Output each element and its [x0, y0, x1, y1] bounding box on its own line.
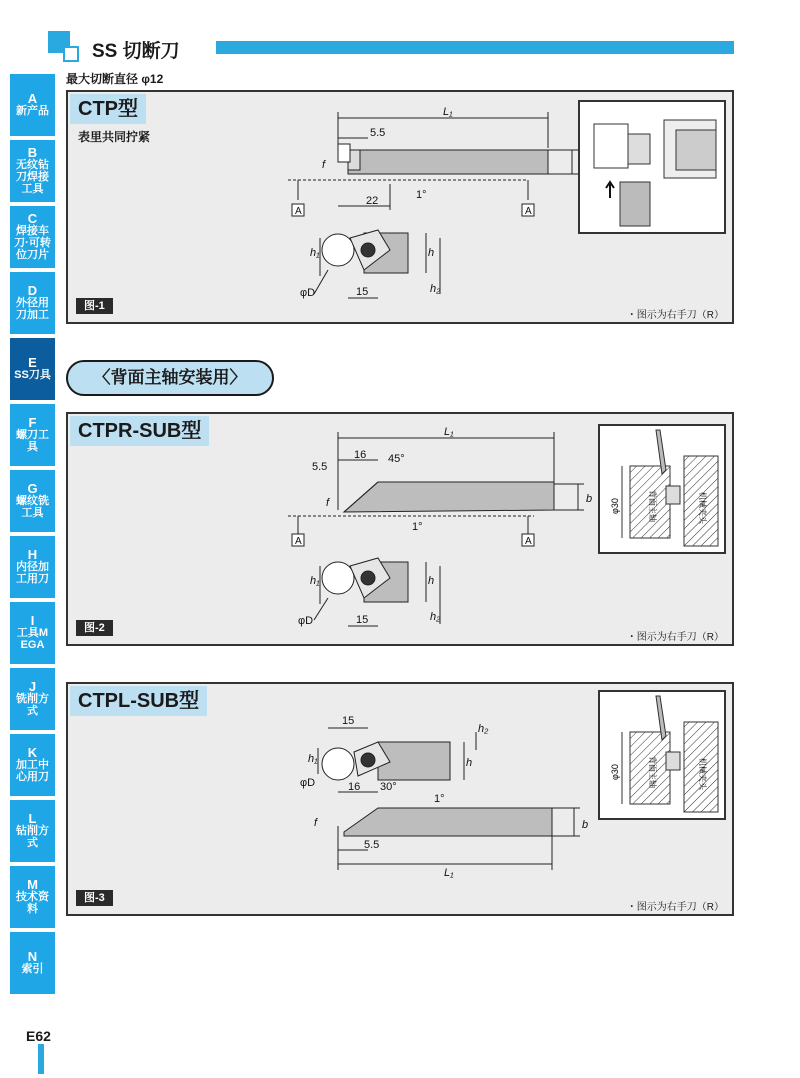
tab-letter: H — [27, 547, 38, 562]
tab-letter: C — [27, 211, 38, 226]
dim-l1: L₁ — [443, 106, 453, 118]
inset-label-2: 机械夹头 — [698, 758, 707, 790]
dim-phi: φD — [298, 615, 314, 627]
dim-f: f — [326, 497, 330, 509]
datum-a-right: A — [525, 206, 532, 217]
inset-label-2: 机械夹头 — [698, 492, 707, 524]
dim-h1: h₁ — [310, 247, 320, 259]
tab-letter: I — [30, 613, 35, 628]
figure-label: 图-3 — [76, 890, 113, 906]
dim-phi: φD — [300, 777, 316, 789]
dim-l1: L₁ — [444, 426, 454, 438]
figure-note: ・图示为右手刀（R） — [626, 310, 724, 321]
tab-letter: J — [28, 679, 37, 694]
dim-15: 15 — [356, 614, 369, 626]
section-heading: 〈背面主轴安装用〉 — [66, 360, 274, 396]
panel-ctp — [66, 90, 734, 324]
dim-h1: h₁ — [308, 753, 318, 765]
sidebar-tab-d[interactable] — [10, 272, 55, 334]
figure-label: 图-1 — [76, 298, 113, 314]
figure-note: ・图示为右手刀（R） — [626, 902, 724, 913]
dim-f: f — [314, 817, 318, 829]
inset-dia: φ30 — [610, 764, 620, 780]
dim-h2: h₂ — [478, 723, 489, 735]
tab-letter: B — [27, 145, 38, 160]
sidebar-tab-h[interactable] — [10, 536, 55, 598]
panel-ctpr-sub — [66, 412, 734, 646]
tab-letter: F — [28, 415, 37, 430]
tab-letter: A — [27, 91, 38, 106]
tab-letter: N — [27, 949, 38, 964]
figure-note: ・图示为右手刀（R） — [626, 632, 724, 643]
inset-drawing-2 — [598, 424, 726, 554]
tab-label: 工具MEGA — [16, 627, 49, 651]
dim-b: b — [582, 819, 589, 831]
header-bar — [216, 41, 734, 54]
dim-15: 15 — [356, 286, 369, 298]
inset-drawing-3 — [598, 690, 726, 820]
inset-dia: φ30 — [610, 498, 620, 514]
tab-letter: E — [28, 355, 37, 370]
tab-label: 焊接车刀·可转位刀片 — [14, 225, 51, 261]
dim-30: 30° — [380, 781, 397, 793]
shank-body — [348, 150, 548, 174]
datum-a-right: A — [525, 536, 532, 547]
panel-title: CTP型 — [70, 94, 146, 124]
tab-label: 外径用刀加工 — [16, 297, 49, 321]
tab-label: 钻削方式 — [16, 825, 49, 849]
inset-drawing-1 — [578, 100, 726, 234]
tab-letter: G — [27, 481, 38, 496]
inset-label: 背面主轴 — [648, 490, 657, 522]
dim-16: 16 — [354, 449, 367, 461]
panel-title: CTPR-SUB型 — [70, 416, 209, 446]
sidebar — [10, 74, 55, 998]
sidebar-tab-a[interactable] — [10, 74, 55, 136]
tab-label: 无纹钻刀焊接工具 — [16, 159, 49, 195]
sidebar-tab-j[interactable] — [10, 668, 55, 730]
sidebar-tab-m[interactable] — [10, 866, 55, 928]
sidebar-tab-e[interactable] — [10, 338, 55, 400]
dim-5-5: 5.5 — [370, 127, 386, 139]
tab-letter: K — [27, 745, 38, 760]
sidebar-tab-f[interactable] — [10, 404, 55, 466]
tab-letter: M — [27, 877, 38, 892]
dim-5-5: 5.5 — [312, 461, 328, 473]
sidebar-tab-k[interactable] — [10, 734, 55, 796]
tab-label: 螺纹铣工具 — [16, 495, 49, 519]
panel-title: CTPL-SUB型 — [70, 686, 207, 716]
panel-ctpl-sub — [66, 682, 734, 916]
sidebar-tab-b[interactable] — [10, 140, 55, 202]
datum-a-left: A — [295, 536, 302, 547]
sidebar-tab-l[interactable] — [10, 800, 55, 862]
tab-label: 螺刀工具 — [16, 429, 49, 453]
tab-letter: D — [27, 283, 38, 298]
dim-h2: h₂ — [430, 611, 441, 623]
sidebar-tab-i[interactable] — [10, 602, 55, 664]
dim-5-5: 5.5 — [364, 839, 380, 851]
tab-label: 内径加工用刀 — [16, 561, 49, 585]
dim-22: 22 — [366, 195, 379, 207]
dim-angle: 1° — [434, 793, 445, 805]
dim-16: 16 — [348, 781, 361, 793]
panel-subtitle: 表里共同拧紧 — [78, 130, 151, 144]
dim-l1: L₁ — [444, 867, 454, 879]
tab-label: 铣削方式 — [16, 693, 49, 717]
tab-letter: L — [28, 811, 37, 826]
inset-label: 背面主轴 — [648, 756, 657, 788]
figure-label: 图-2 — [76, 620, 113, 636]
page-title: SS 切断刀 — [92, 41, 180, 62]
dim-h: h — [466, 757, 473, 769]
page-number: E62 — [26, 1028, 51, 1044]
dim-b: b — [586, 493, 593, 505]
dim-f: f — [322, 159, 326, 171]
dim-h: h — [428, 575, 435, 587]
tab-label: 新产品 — [16, 105, 49, 117]
tab-label: SS刀具 — [14, 369, 51, 381]
tab-label: 索引 — [21, 963, 44, 975]
page-subtitle: 最大切断直径 φ12 — [66, 72, 164, 86]
dim-angle: 1° — [416, 189, 427, 201]
dim-h1: h₁ — [310, 575, 320, 587]
dim-45: 45° — [388, 453, 405, 465]
sidebar-tab-n[interactable] — [10, 932, 55, 994]
header-square-outline-icon — [63, 46, 79, 62]
datum-a-left: A — [295, 206, 302, 217]
sidebar-tab-c[interactable] — [10, 206, 55, 268]
dim-h2: h₂ — [430, 283, 441, 295]
dim-angle: 1° — [412, 521, 423, 533]
tab-label: 加工中心用刀 — [16, 759, 49, 783]
dim-h: h — [428, 247, 435, 259]
sidebar-tab-g[interactable] — [10, 470, 55, 532]
dim-15: 15 — [342, 715, 355, 727]
dim-phi: φD — [300, 287, 316, 299]
page-bar — [38, 1044, 44, 1074]
tab-label: 技术资料 — [16, 891, 49, 915]
